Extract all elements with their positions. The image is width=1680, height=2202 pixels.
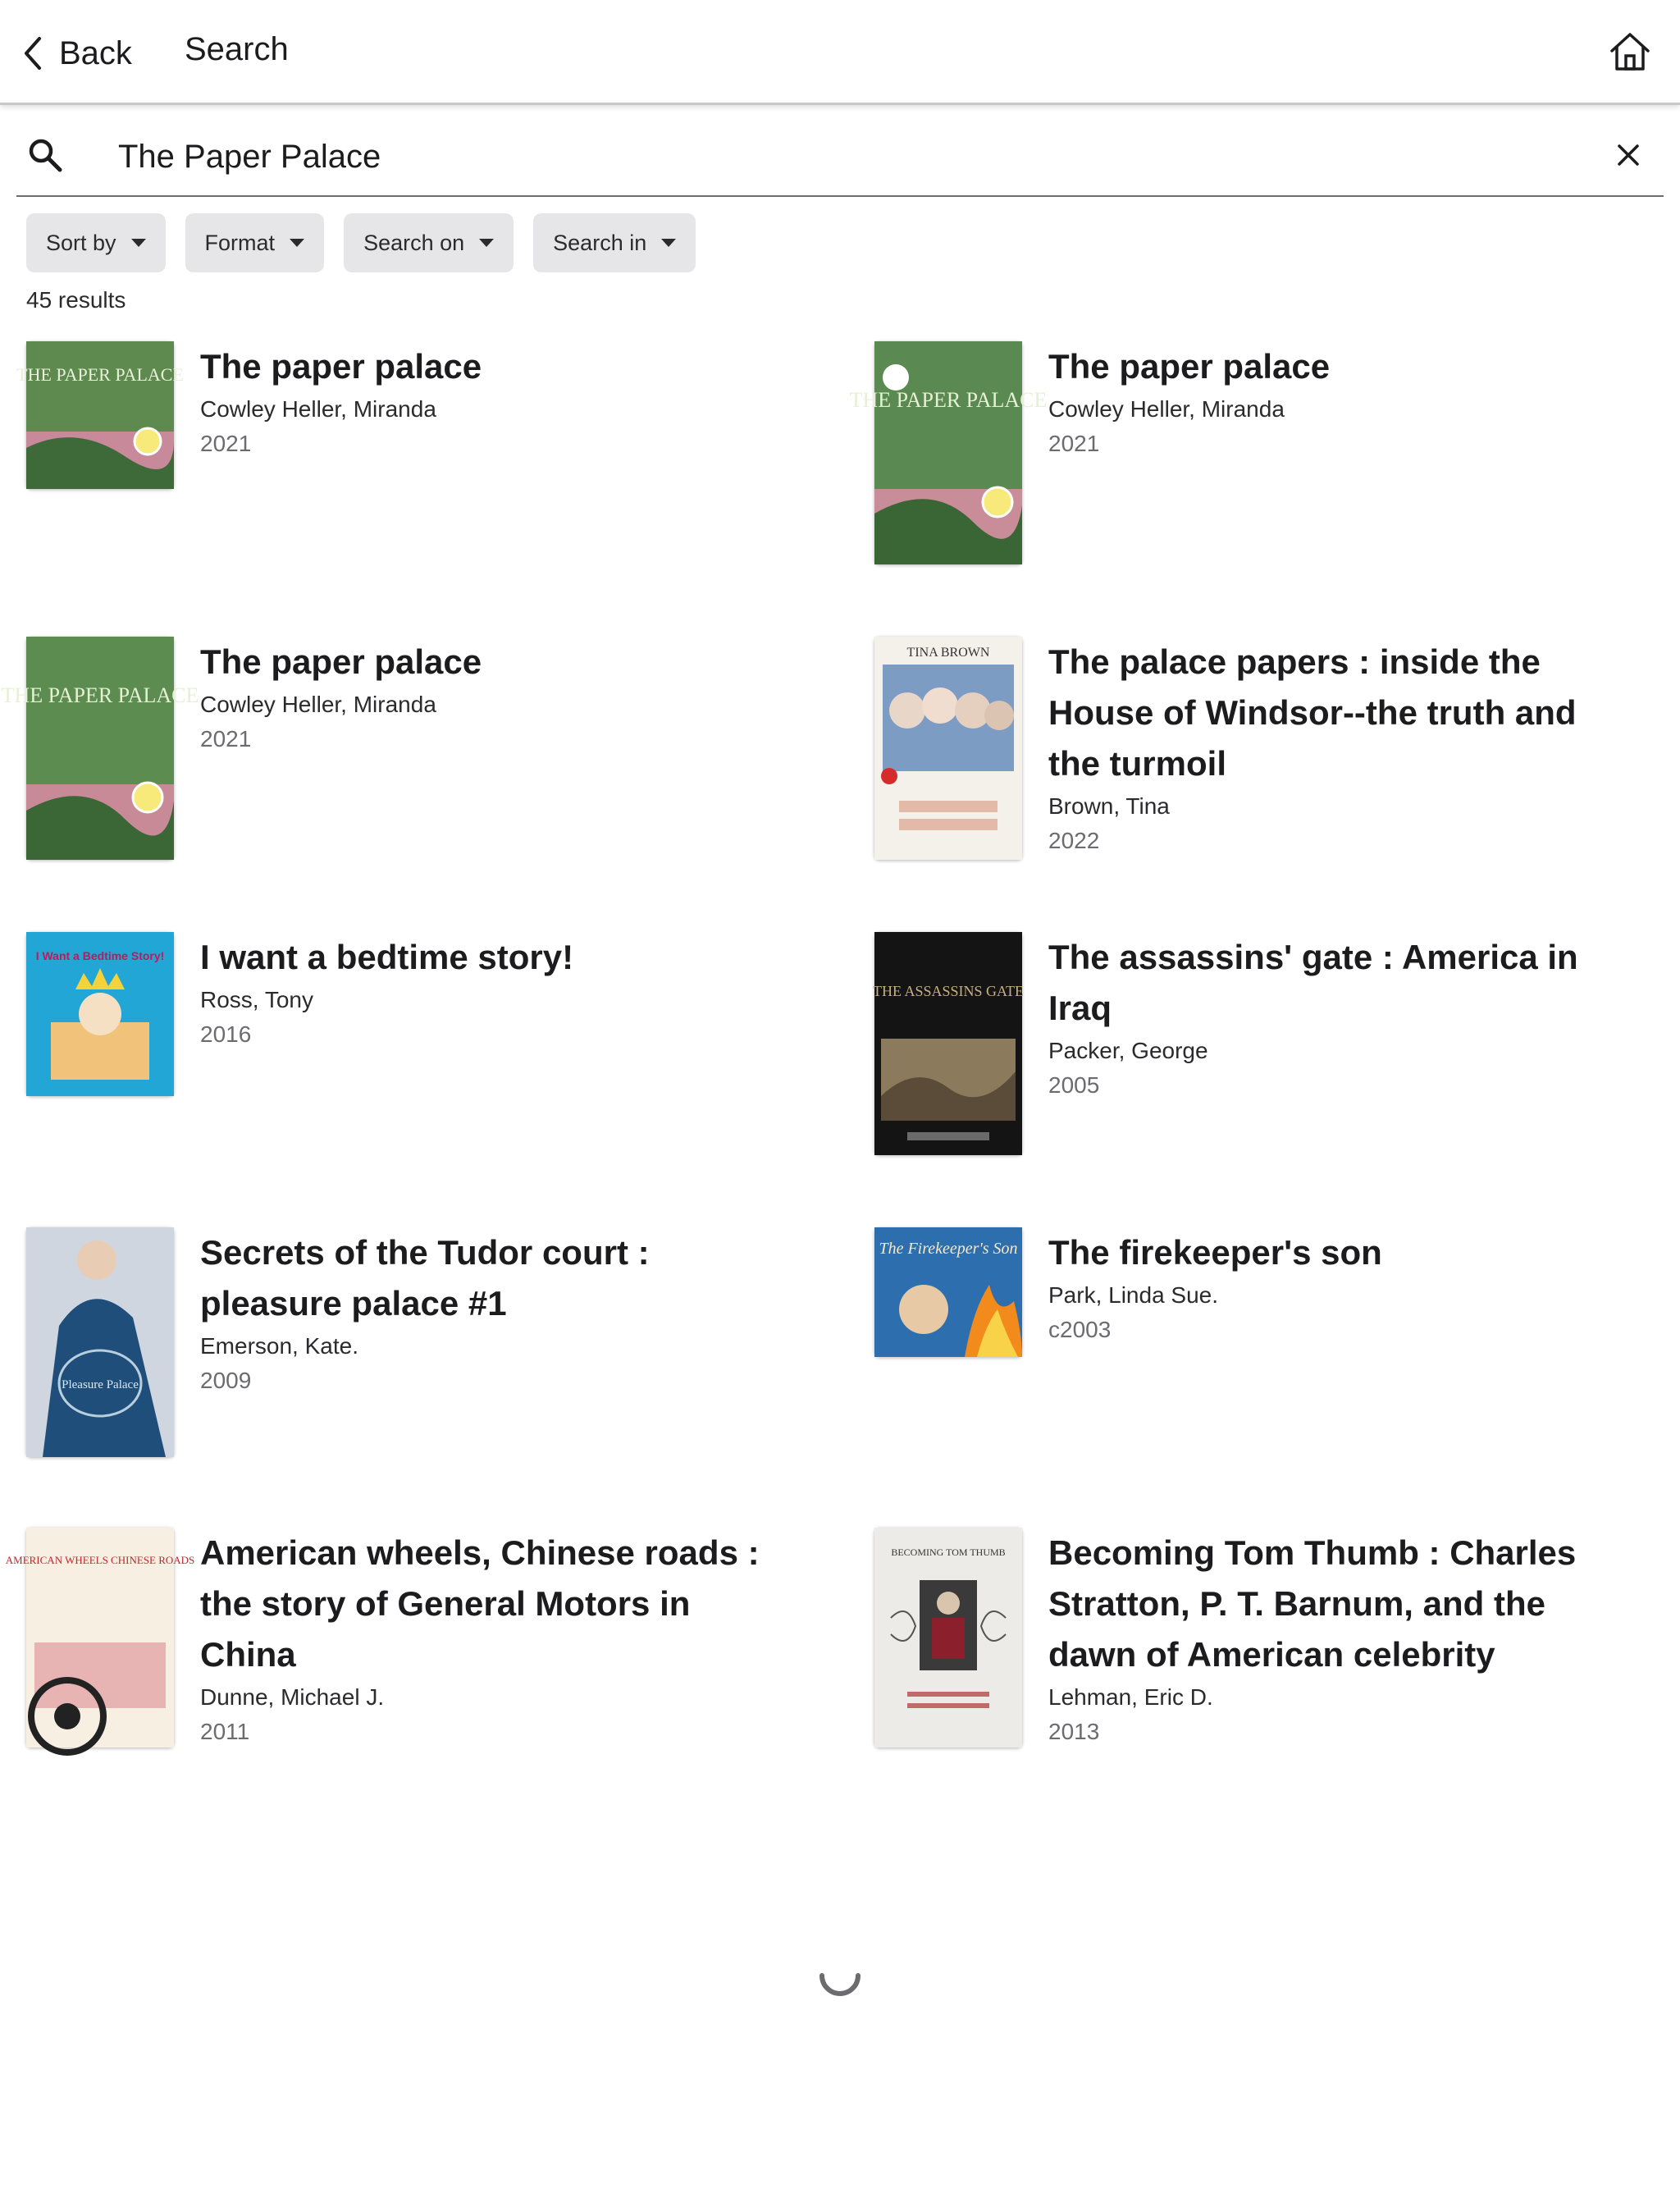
book-cover[interactable]: [1, 637, 199, 860]
result-year: 2021: [200, 431, 252, 456]
result-title[interactable]: The palace papers : inside the House of Windsor--the truth and the turmoil: [1048, 642, 1577, 783]
search-on-label: Search on: [363, 230, 465, 255]
result-author: Emerson, Kate.: [200, 1333, 358, 1359]
result-year: 2005: [1048, 1072, 1100, 1098]
result-count: 45 results: [26, 287, 126, 313]
book-cover[interactable]: [849, 341, 1048, 564]
loading-spinner-icon: [814, 1949, 866, 2002]
result-year: 2021: [200, 726, 252, 752]
back-label: Back: [59, 34, 132, 71]
cover-text: THE PAPER PALACE: [1, 683, 199, 707]
cover-text: AMERICAN WHEELS CHINESE ROADS: [5, 1554, 195, 1566]
result-year: 2013: [1048, 1719, 1100, 1744]
result-year: 2009: [200, 1368, 252, 1393]
cover-text: THE ASSASSINS GATE: [872, 983, 1025, 999]
search-input[interactable]: [118, 131, 1578, 182]
filter-bar: [26, 213, 696, 272]
result-title[interactable]: Becoming Tom Thumb : Charles Stratton, P. T. Barnum, and the dawn of American celebrity: [1048, 1533, 1577, 1674]
cover-text: THE PAPER PALACE: [849, 388, 1048, 412]
result-year: 2022: [1048, 828, 1100, 853]
cover-text: The Firekeeper's Son: [879, 1240, 1018, 1258]
book-cover[interactable]: [5, 1528, 195, 1747]
cover-text: Pleasure Palace: [62, 1378, 139, 1391]
result-title[interactable]: American wheels, Chinese roads : the story of General Motors in China: [200, 1533, 760, 1674]
book-cover[interactable]: [26, 1227, 174, 1457]
result-author: Ross, Tony: [200, 987, 313, 1012]
result-author: Dunne, Michael J.: [200, 1684, 385, 1710]
book-cover[interactable]: [872, 932, 1025, 1155]
result-year: 2021: [1048, 431, 1100, 456]
result-title[interactable]: The firekeeper's son: [1048, 1233, 1382, 1272]
sort-by-dropdown[interactable]: [26, 213, 166, 272]
cover-text: BECOMING TOM THUMB: [891, 1546, 1006, 1558]
search-in-label: Search in: [553, 230, 647, 255]
result-title[interactable]: I want a bedtime story!: [200, 938, 574, 976]
result-title[interactable]: The paper palace: [200, 642, 482, 681]
result-title[interactable]: Secrets of the Tudor court : pleasure palace #1: [200, 1233, 650, 1323]
cover-text: THE PAPER PALACE: [16, 364, 184, 385]
result-author: Park, Linda Sue.: [1048, 1282, 1219, 1308]
book-cover[interactable]: [26, 932, 174, 1096]
search-bar: [16, 123, 1664, 197]
top-bar: [0, 0, 1680, 105]
close-icon[interactable]: [1614, 141, 1642, 169]
caret-down-icon: [661, 239, 676, 247]
caret-down-icon: [290, 239, 304, 247]
chevron-left-icon: [21, 35, 44, 71]
cover-text: I Want a Bedtime Story!: [35, 949, 165, 962]
format-dropdown[interactable]: [185, 213, 325, 272]
back-button[interactable]: [21, 25, 132, 82]
result-author: Brown, Tina: [1048, 793, 1170, 819]
search-icon: [28, 138, 62, 172]
result-author: Cowley Heller, Miranda: [200, 396, 436, 422]
result-year: c2003: [1048, 1317, 1112, 1342]
caret-down-icon: [131, 239, 146, 247]
result-title[interactable]: The assassins' gate : America in Iraq: [1048, 938, 1578, 1027]
result-author: Cowley Heller, Miranda: [1048, 396, 1285, 422]
caret-down-icon: [479, 239, 494, 247]
search-in-dropdown[interactable]: [533, 213, 696, 272]
result-year: 2016: [200, 1021, 252, 1047]
book-cover[interactable]: [16, 341, 184, 489]
result-author: Lehman, Eric D.: [1048, 1684, 1213, 1710]
sort-by-label: Sort by: [46, 230, 116, 255]
cover-text: TINA BROWN: [906, 646, 990, 660]
home-icon[interactable]: [1608, 30, 1652, 74]
result-year: 2011: [200, 1719, 250, 1744]
format-label: Format: [204, 230, 276, 255]
result-author: Cowley Heller, Miranda: [200, 692, 436, 717]
result-author: Packer, George: [1048, 1038, 1208, 1063]
book-cover[interactable]: [874, 1528, 1022, 1747]
result-title[interactable]: The paper palace: [200, 347, 482, 386]
page-title: Search: [185, 31, 289, 67]
search-on-dropdown[interactable]: [344, 213, 514, 272]
book-cover[interactable]: [874, 637, 1022, 860]
result-title[interactable]: The paper palace: [1048, 347, 1331, 386]
book-cover[interactable]: [874, 1227, 1022, 1357]
